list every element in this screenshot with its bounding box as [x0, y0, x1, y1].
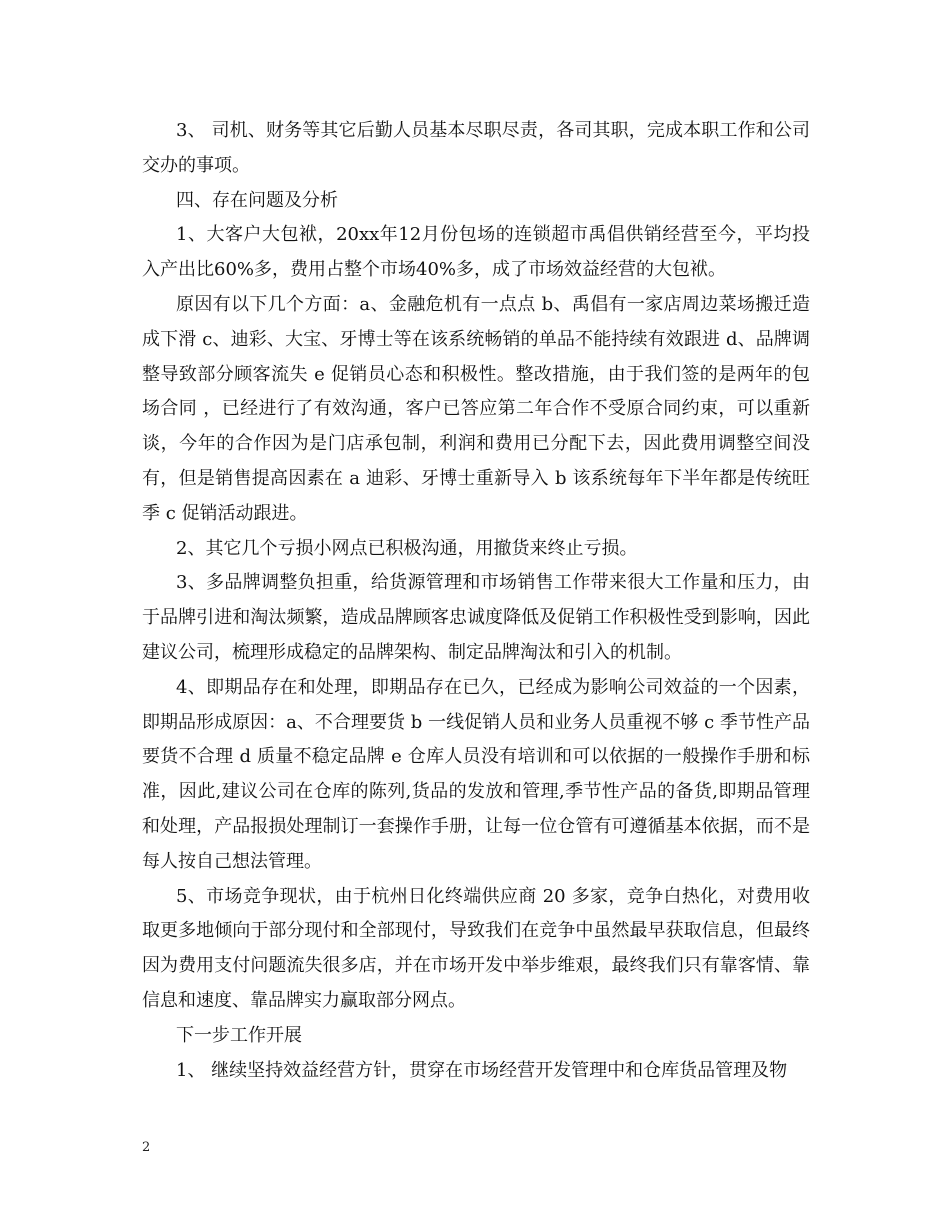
paragraph-support-staff: 3、 司机、财务等其它后勤人员基本尽职尽责，各司其职，完成本职工作和公司交办的事项。	[142, 120, 810, 176]
paragraph-near-expiry: 4、即期品存在和处理，即期品存在已久，已经成为影响公司效益的一个因素，即期品形成原因：a、不合理要货 b 一线促销人员和业务人员重视不够 c 季节性产品要货不合理 d 质量不稳定品牌 e 仓库人员没有培训和可以依据的一般操作手册和标准，因此,建议公司在仓库的陈列,货品的发放和管理,季节性产品的备货,即期品管理和处理，产品报损处理制订一套操作手册，让每一位仓管有可遵循基本依据，而不是每人按自己想法管理。	[142, 676, 810, 872]
section-heading-problems: 四、存在问题及分析	[176, 189, 338, 211]
paragraph-reasons: 原因有以下几个方面：a、金融危机有一点点 b、禹倡有一家店周边菜场搬迁造成下滑 c、迪彩、大宝、牙博士等在该系统畅销的单品不能持续有效跟进 d、品牌调整导致部分顾客流失 e 促销员心态和积极性。整改措施，由于我们签的是两年的包场合同 ，已经进行了有效沟通，客户已答应第二年合作不受原合同约束，可以重新谈，今年的合作因为是门店承包制，利润和费用已分配下去，因此费用调整空间没有，但是销售提高因素在 a 迪彩、牙博士重新导入 b 该系统每年下半年都是传统旺季 c 促销活动跟进。	[142, 293, 810, 524]
section-heading-next-steps: 下一步工作开展	[176, 1024, 302, 1046]
paragraph-loss-outlets: 2、其它几个亏损小网点已积极沟通，用撤货来终止亏损。	[176, 537, 638, 559]
paragraph-brand-adjustment: 3、多品牌调整负担重，给货源管理和市场销售工作带来很大工作量和压力，由于品牌引进和淘汰频繁，造成品牌顾客忠诚度降低及促销工作积极性受到影响，因此建议公司，梳理形成稳定的品牌架构、制定品牌淘汰和引入的机制。	[142, 572, 810, 663]
page-number: 2	[142, 1140, 151, 1155]
paragraph-big-customer: 1、大客户大包袱，20xx年12月份包场的连锁超市禹倡供销经营至今，平均投入产出比60%多，费用占整个市场40%多，成了市场效益经营的大包袱。	[142, 224, 810, 281]
document-body	[142, 114, 810, 1088]
paragraph-competition: 5、市场竞争现状，由于杭州日化终端供应商 20 多家，竞争白热化，对费用收取更多地倾向于部分现付和全部现付，导致我们在竞争中虽然最早获取信息，但最终因为费用支付问题流失很多店，并在市场开发中举步维艰，最终我们只有靠客情、靠信息和速度、靠品牌实力赢取部分网点。	[142, 885, 810, 1011]
paragraph-next-step-1: 1、 继续坚持效益经营方针，贯穿在市场经营开发管理中和仓库货品管理及物	[176, 1059, 788, 1081]
